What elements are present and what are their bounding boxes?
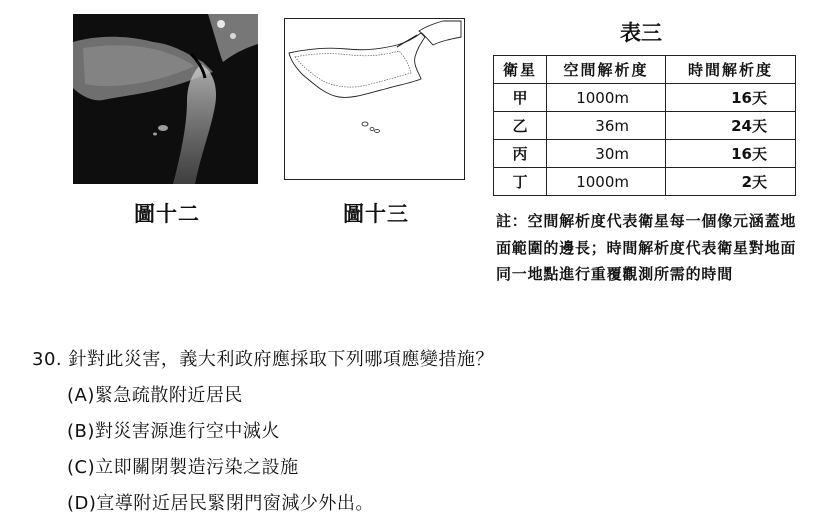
temporal-resolution-value: 24天 (666, 112, 796, 140)
outline-map-figure-13 (284, 18, 465, 180)
satellite-name: 甲 (494, 84, 547, 112)
spatial-resolution-value: 36m (547, 112, 666, 140)
table-row (494, 84, 796, 112)
figure-13-caption: 圖十三 (343, 202, 409, 226)
table-header-row (494, 56, 796, 84)
header-temporal-resolution: 時間解析度 (666, 56, 796, 84)
satellite-name: 乙 (494, 112, 547, 140)
temporal-resolution-value: 2天 (666, 168, 796, 196)
question-stem: 30. 針對此災害，義大利政府應採取下列哪項應變措施？ (32, 349, 494, 370)
option-b: (B)對災害源進行空中滅火 (67, 421, 280, 442)
table-note: 註：空間解析度代表衛星每一個像元涵蓋地面範圍的邊長；時間解析度代表衛星對地面同一地點進行重覆觀測所需的時間 (496, 212, 797, 283)
question-30 (32, 346, 494, 526)
figure-12-caption: 圖十二 (134, 202, 200, 226)
option-d: (D)宣導附近居民緊閉門窗減少外出。 (67, 493, 374, 514)
option-a: (A)緊急疏散附近居民 (67, 385, 243, 406)
satellite-name: 丙 (494, 140, 547, 168)
satellite-resolution-table (493, 55, 796, 196)
satellite-image-figure-12 (73, 14, 258, 184)
spatial-resolution-value: 1000m (547, 84, 666, 112)
temporal-resolution-value: 16天 (666, 84, 796, 112)
table-title: 表三 (620, 21, 662, 45)
table-row (494, 112, 796, 140)
table-row (494, 140, 796, 168)
satellite-name: 丁 (494, 168, 547, 196)
option-c: (C)立即關閉製造污染之設施 (67, 457, 299, 478)
spatial-resolution-value: 30m (547, 140, 666, 168)
header-spatial-resolution: 空間解析度 (547, 56, 666, 84)
spatial-resolution-value: 1000m (547, 168, 666, 196)
header-satellite: 衛星 (494, 56, 547, 84)
temporal-resolution-value: 16天 (666, 140, 796, 168)
table-row (494, 168, 796, 196)
